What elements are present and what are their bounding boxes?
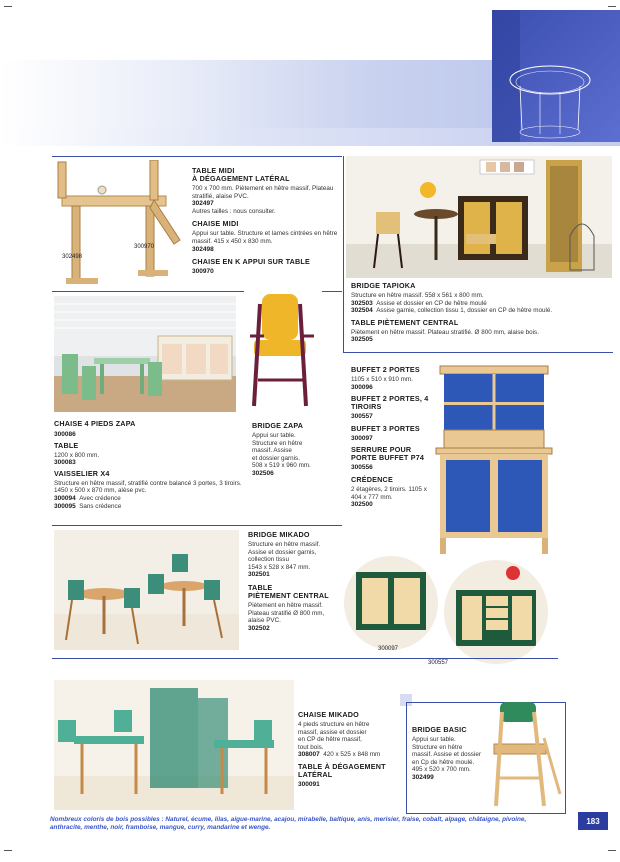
product-title: BUFFET 3 PORTES — [351, 423, 420, 433]
desc-line: massif. Assise et dossier — [412, 751, 481, 759]
product-code: 300086 — [54, 431, 76, 438]
buffet-detail-photo — [344, 556, 438, 650]
desc-line: collection tissu — [248, 556, 289, 564]
product-desc: 700 x 700 mm. Piètement en hêtre massif. Plateau stratifié, alaise PVC. — [192, 185, 334, 200]
product-note: Autres tailles : nous consulter. — [192, 207, 276, 215]
desc-line: en Cp de hêtre moulé. — [412, 758, 475, 766]
variant-code: 308007 — [298, 751, 320, 759]
product-desc: 1200 x 800 mm. — [54, 451, 100, 459]
product-title: BUFFET 2 PORTES — [351, 365, 420, 374]
product-code: 300083 — [54, 459, 76, 467]
product-title: TABLE À DÉGAGEMENT — [298, 761, 386, 771]
product-title: CHAISE EN K APPUI SUR TABLE — [192, 257, 311, 267]
variant-row — [298, 751, 402, 759]
product-code: 300096 — [351, 383, 373, 391]
photo-label: 300557 — [428, 660, 449, 666]
product-title: SERRURE POUR PORTE BUFFET P74 — [351, 445, 425, 463]
bridge-zapa-block — [252, 422, 337, 478]
product-title: CHAISE MIDI — [192, 219, 239, 229]
mikado-chairs-photo — [54, 680, 294, 810]
buffets-block — [351, 366, 431, 509]
zapa-room-photo — [54, 296, 236, 412]
variant-row — [54, 495, 244, 503]
variant-code: 302503 — [351, 299, 373, 307]
product-code: 302505 — [351, 336, 373, 344]
product-title: À DÉGAGEMENT LATÉRAL — [192, 174, 290, 183]
product-title: BRIDGE BASIC — [412, 725, 467, 734]
crop-mark — [4, 6, 12, 7]
photo-label: 302498 — [62, 254, 83, 260]
photo-label: 300970 — [134, 244, 155, 250]
desc-line: 508 x 519 x 960 mm. — [252, 462, 311, 470]
product-desc: Structure en hêtre massif. 558 x 561 x 800 mm. — [351, 292, 484, 299]
desc-line: Appui sur table. — [252, 432, 296, 439]
product-code: 302501 — [248, 571, 270, 579]
desc-line: 495 x 520 x 700 mm. — [412, 766, 471, 774]
product-desc: Appui sur table. Structure et lames cintrées en hêtre massif. 415 x 450 x 830 mm. — [192, 230, 338, 245]
divider — [343, 156, 344, 352]
desc-line: 1543 x 528 x 847 mm. — [248, 563, 311, 571]
divider — [52, 156, 342, 157]
desc-line: 4 pieds structure en hêtre — [298, 721, 370, 728]
bridge-tapioka-block — [351, 282, 611, 344]
product-code: 302497 — [192, 200, 214, 208]
page-number: 183 — [578, 812, 608, 830]
product-code: 302500 — [351, 501, 373, 509]
product-title: TABLE — [54, 440, 79, 450]
product-title: LATÉRAL — [298, 769, 333, 779]
table-midi-block — [192, 167, 342, 276]
desc-line: en CP de hêtre massif, — [298, 736, 362, 744]
product-code: 300557 — [351, 413, 373, 421]
desc-line: Structure en hêtre — [412, 743, 463, 751]
product-title: BRIDGE TAPIOKA — [351, 281, 416, 290]
desc-line: et dossier garnis. — [252, 454, 300, 462]
variant-text: Assise et dossier en CP de hêtre moulé — [376, 299, 487, 307]
desc-line: Piètement en hêtre massif. — [248, 601, 323, 609]
product-code: 302502 — [248, 624, 270, 632]
product-code: 300970 — [192, 268, 214, 276]
desc-line: massif. Assise — [252, 447, 292, 455]
color-options-note: Nombreux coloris de bois possibles : Naturel, écume, lilas, aigue-marine, acajou, mirabelle, baltique, anis, merisier, fraise, cobalt, alpage, châtaigne, pivoine, anthracite, menthe, noir, framboise, mangue, curry, mandarine et wenge. — [50, 816, 527, 831]
desc-line: Plateau stratifié Ø 800 mm, — [248, 609, 325, 617]
product-title: CHAISE 4 PIEDS ZAPA — [54, 419, 136, 428]
wireframe-table-illustration — [500, 50, 600, 140]
product-desc: Piètement en hêtre massif. Plateau stratifié. Ø 800 mm, alaise bois. — [351, 328, 539, 336]
variant-text: Sans crédence — [79, 502, 122, 510]
desc-line: alaise PVC. — [248, 617, 281, 625]
divider — [343, 352, 613, 353]
variant-code: 300095 — [54, 502, 76, 510]
crop-mark — [4, 850, 12, 851]
desc-line: Structure en hêtre massif. — [248, 541, 321, 548]
product-desc: 1105 x 510 x 910 mm. — [351, 376, 413, 383]
product-title: CHAISE MIKADO — [298, 710, 359, 719]
product-code: 300556 — [351, 464, 373, 472]
buffet-detail-photo — [444, 560, 548, 664]
divider — [52, 525, 342, 526]
product-title: CRÉDENCE — [351, 474, 393, 484]
product-title: TABLE — [248, 582, 273, 592]
product-title: TABLE MIDI — [192, 166, 235, 175]
variant-text: Avec crédence — [79, 494, 121, 502]
product-code: 302506 — [252, 469, 274, 477]
mikado-room-photo — [54, 530, 239, 650]
desc-line: tout bois. — [298, 743, 324, 751]
product-code: 302498 — [192, 245, 214, 253]
product-code: 300091 — [298, 780, 320, 788]
variant-row — [351, 300, 611, 308]
desc-line: Structure en hêtre — [252, 439, 303, 447]
photo-label: 300097 — [378, 646, 399, 652]
variant-code: 300094 — [54, 494, 76, 502]
bridge-zapa-photo — [244, 290, 322, 410]
product-title: TABLE PIÈTEMENT CENTRAL — [351, 317, 459, 327]
chaise-mikado-block — [298, 711, 402, 789]
variant-text: Assise garnie, collection tissu 1, dossier en CP de hêtre moulé. — [376, 307, 553, 315]
desc-line: Assise et dossier garnis, — [248, 548, 317, 556]
bridge-basic-photo — [490, 698, 566, 810]
zapa-block — [54, 420, 244, 510]
bridge-tapioka-photo — [346, 156, 612, 278]
product-title: BRIDGE ZAPA — [252, 421, 304, 430]
product-title: BUFFET 2 PORTES, 4 TIROIRS — [351, 394, 429, 412]
variant-row — [54, 503, 244, 511]
product-desc: 2 étagères, 2 tiroirs. 1105 x 404 x 777 mm. — [351, 485, 427, 501]
crop-mark — [608, 6, 616, 7]
bridge-mikado-block — [248, 531, 342, 632]
desc-line: massif, assise et dossier — [298, 728, 367, 736]
product-desc: Structure en hêtre massif, stratifié contre balancé 3 portes, 3 tiroirs. 1450 x 500 x 870 mm, alèse pvc. — [54, 479, 242, 495]
table-midi-photo — [54, 160, 184, 290]
product-code: 300097 — [351, 434, 373, 442]
product-title: PIÈTEMENT CENTRAL — [248, 590, 329, 600]
buffet-photo — [434, 362, 554, 558]
crop-mark — [608, 850, 616, 851]
product-code: 302499 — [412, 773, 434, 781]
desc-line: Appui sur table. — [412, 736, 456, 743]
divider — [52, 658, 558, 659]
variant-text: 420 x 525 x 848 mm — [323, 751, 381, 759]
product-title: BRIDGE MIKADO — [248, 530, 310, 539]
variant-code: 302504 — [351, 307, 373, 315]
bridge-basic-block — [412, 726, 494, 782]
variant-row — [351, 307, 611, 315]
product-title: VAISSELIER X4 — [54, 468, 110, 478]
